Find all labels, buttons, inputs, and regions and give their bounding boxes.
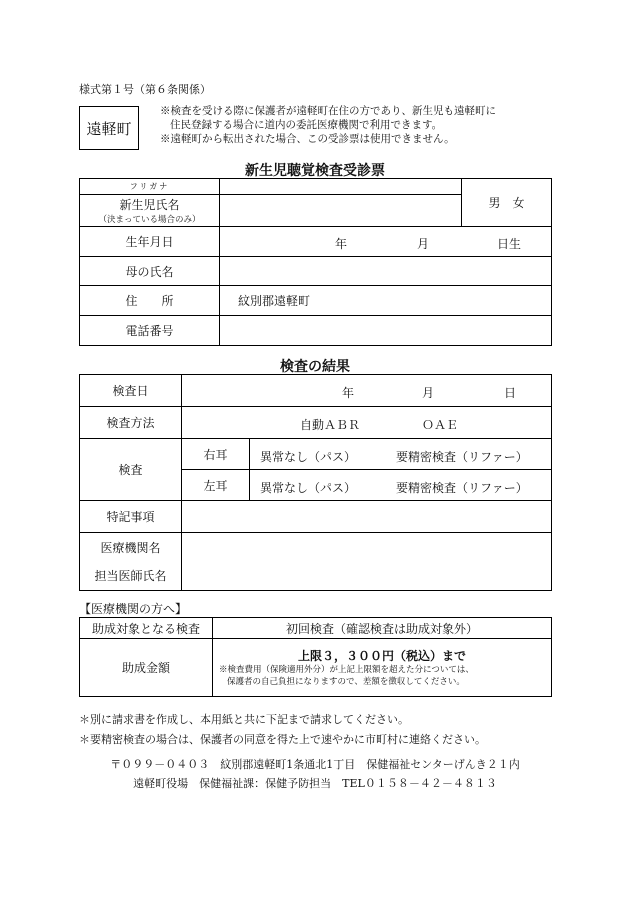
date-year-unit: 年 <box>342 386 355 400</box>
notice-line: ※検査を受ける際に保護者が遠軽町在住の方であり、新生児も遠軽町に <box>160 105 496 117</box>
birth-month-unit: 月 <box>417 237 430 251</box>
form-title: 新生児聴覚検査受診票 <box>245 163 385 179</box>
mother-field[interactable] <box>220 257 552 286</box>
right-ear-result[interactable] <box>250 439 552 470</box>
right-ear-refer[interactable]: 要精密検査（リファー） <box>396 450 528 464</box>
left-ear-result[interactable] <box>250 470 552 501</box>
amount-note-1: ※検査費用（保険適用外分）が上記上限額を超えた分については、 <box>219 665 474 675</box>
footer-address: 〒０９９－０４０３ 紋別郡遠軽町1条通北1丁目 保健福祉センターげんき２１内 <box>110 758 520 771</box>
right-ear-label: 右耳 <box>182 439 250 470</box>
notice-line: ※遠軽町から転出された場合、この受診票は使用できません。 <box>160 133 455 145</box>
applicant-table <box>79 178 552 346</box>
method-label: 検査方法 <box>80 407 182 439</box>
target-value: 初回検査（確認検査は助成対象外） <box>213 618 552 639</box>
method-field[interactable] <box>182 407 552 439</box>
right-ear-normal[interactable]: 異常なし（パス） <box>260 450 357 464</box>
date-day-unit: 日 <box>504 386 517 400</box>
institution-field[interactable] <box>182 533 552 591</box>
date-month-unit: 月 <box>422 386 435 400</box>
gender-choice[interactable]: 男 女 <box>462 179 552 227</box>
amount-limit: 上限３，３００円（税込）まで <box>297 649 466 663</box>
birth-field[interactable] <box>220 227 552 257</box>
date-label: 検査日 <box>80 375 182 407</box>
name-field[interactable] <box>220 195 462 227</box>
birth-year-unit: 年 <box>335 237 348 251</box>
name-label-cell <box>80 195 220 227</box>
birth-day-unit: 日生 <box>497 237 522 251</box>
address-label: 住 所 <box>80 286 220 316</box>
phone-label: 電話番号 <box>80 316 220 346</box>
amount-label: 助成金額 <box>80 639 213 697</box>
birth-label: 生年月日 <box>80 227 220 257</box>
doctor-label: 担当医師氏名 <box>94 568 167 583</box>
target-label: 助成対象となる検査 <box>80 618 213 639</box>
remarks-field[interactable] <box>182 501 552 533</box>
notice <box>160 104 496 146</box>
name-note: （決まっている場合のみ） <box>98 215 201 225</box>
left-ear-label: 左耳 <box>182 470 250 501</box>
furigana-label: フリガナ <box>80 179 220 195</box>
institution-label-cell <box>80 533 182 591</box>
method-abr[interactable]: 自動ＡＢＲ <box>300 418 361 432</box>
notice-line: 住民登録する場合に道内の委託医療機関で利用できます。 <box>170 119 443 131</box>
town-stamp: 遠軽町 <box>79 106 139 150</box>
date-field[interactable] <box>182 375 552 407</box>
furigana-field[interactable] <box>220 179 462 195</box>
form-id: 様式第１号（第６条関係） <box>79 83 211 96</box>
medical-heading: 【医療機関の方へ】 <box>79 602 188 616</box>
subsidy-table <box>79 617 552 697</box>
name-label: 新生児氏名 <box>119 198 180 212</box>
footer-note-1: ＊別に請求書を作成し、本用紙と共に下記まで請求してください。 <box>79 713 409 726</box>
results-table <box>79 374 552 591</box>
footer-note-2: ＊要精密検査の場合は、保護者の同意を得た上で速やかに市町村に連絡ください。 <box>79 733 486 746</box>
mother-label: 母の氏名 <box>80 257 220 286</box>
remarks-label: 特記事項 <box>80 501 182 533</box>
institution-label: 医療機関名 <box>100 540 161 555</box>
phone-field[interactable] <box>220 316 552 346</box>
address-field[interactable]: 紋別郡遠軽町 <box>220 286 552 316</box>
exam-label: 検査 <box>80 439 182 501</box>
results-title: 検査の結果 <box>280 359 350 375</box>
amount-note-2: 保護者の自己負担になりますので、差額を徴収してください。 <box>227 677 465 687</box>
left-ear-refer[interactable]: 要精密検査（リファー） <box>396 481 528 495</box>
method-oae[interactable]: ＯＡＥ <box>422 418 459 432</box>
left-ear-normal[interactable]: 異常なし（パス） <box>260 481 357 495</box>
footer-contact: 遠軽町役場 保健福祉課：保健予防担当 TEL０１５８－４２－４８１３ <box>133 777 497 790</box>
amount-cell <box>213 639 552 697</box>
